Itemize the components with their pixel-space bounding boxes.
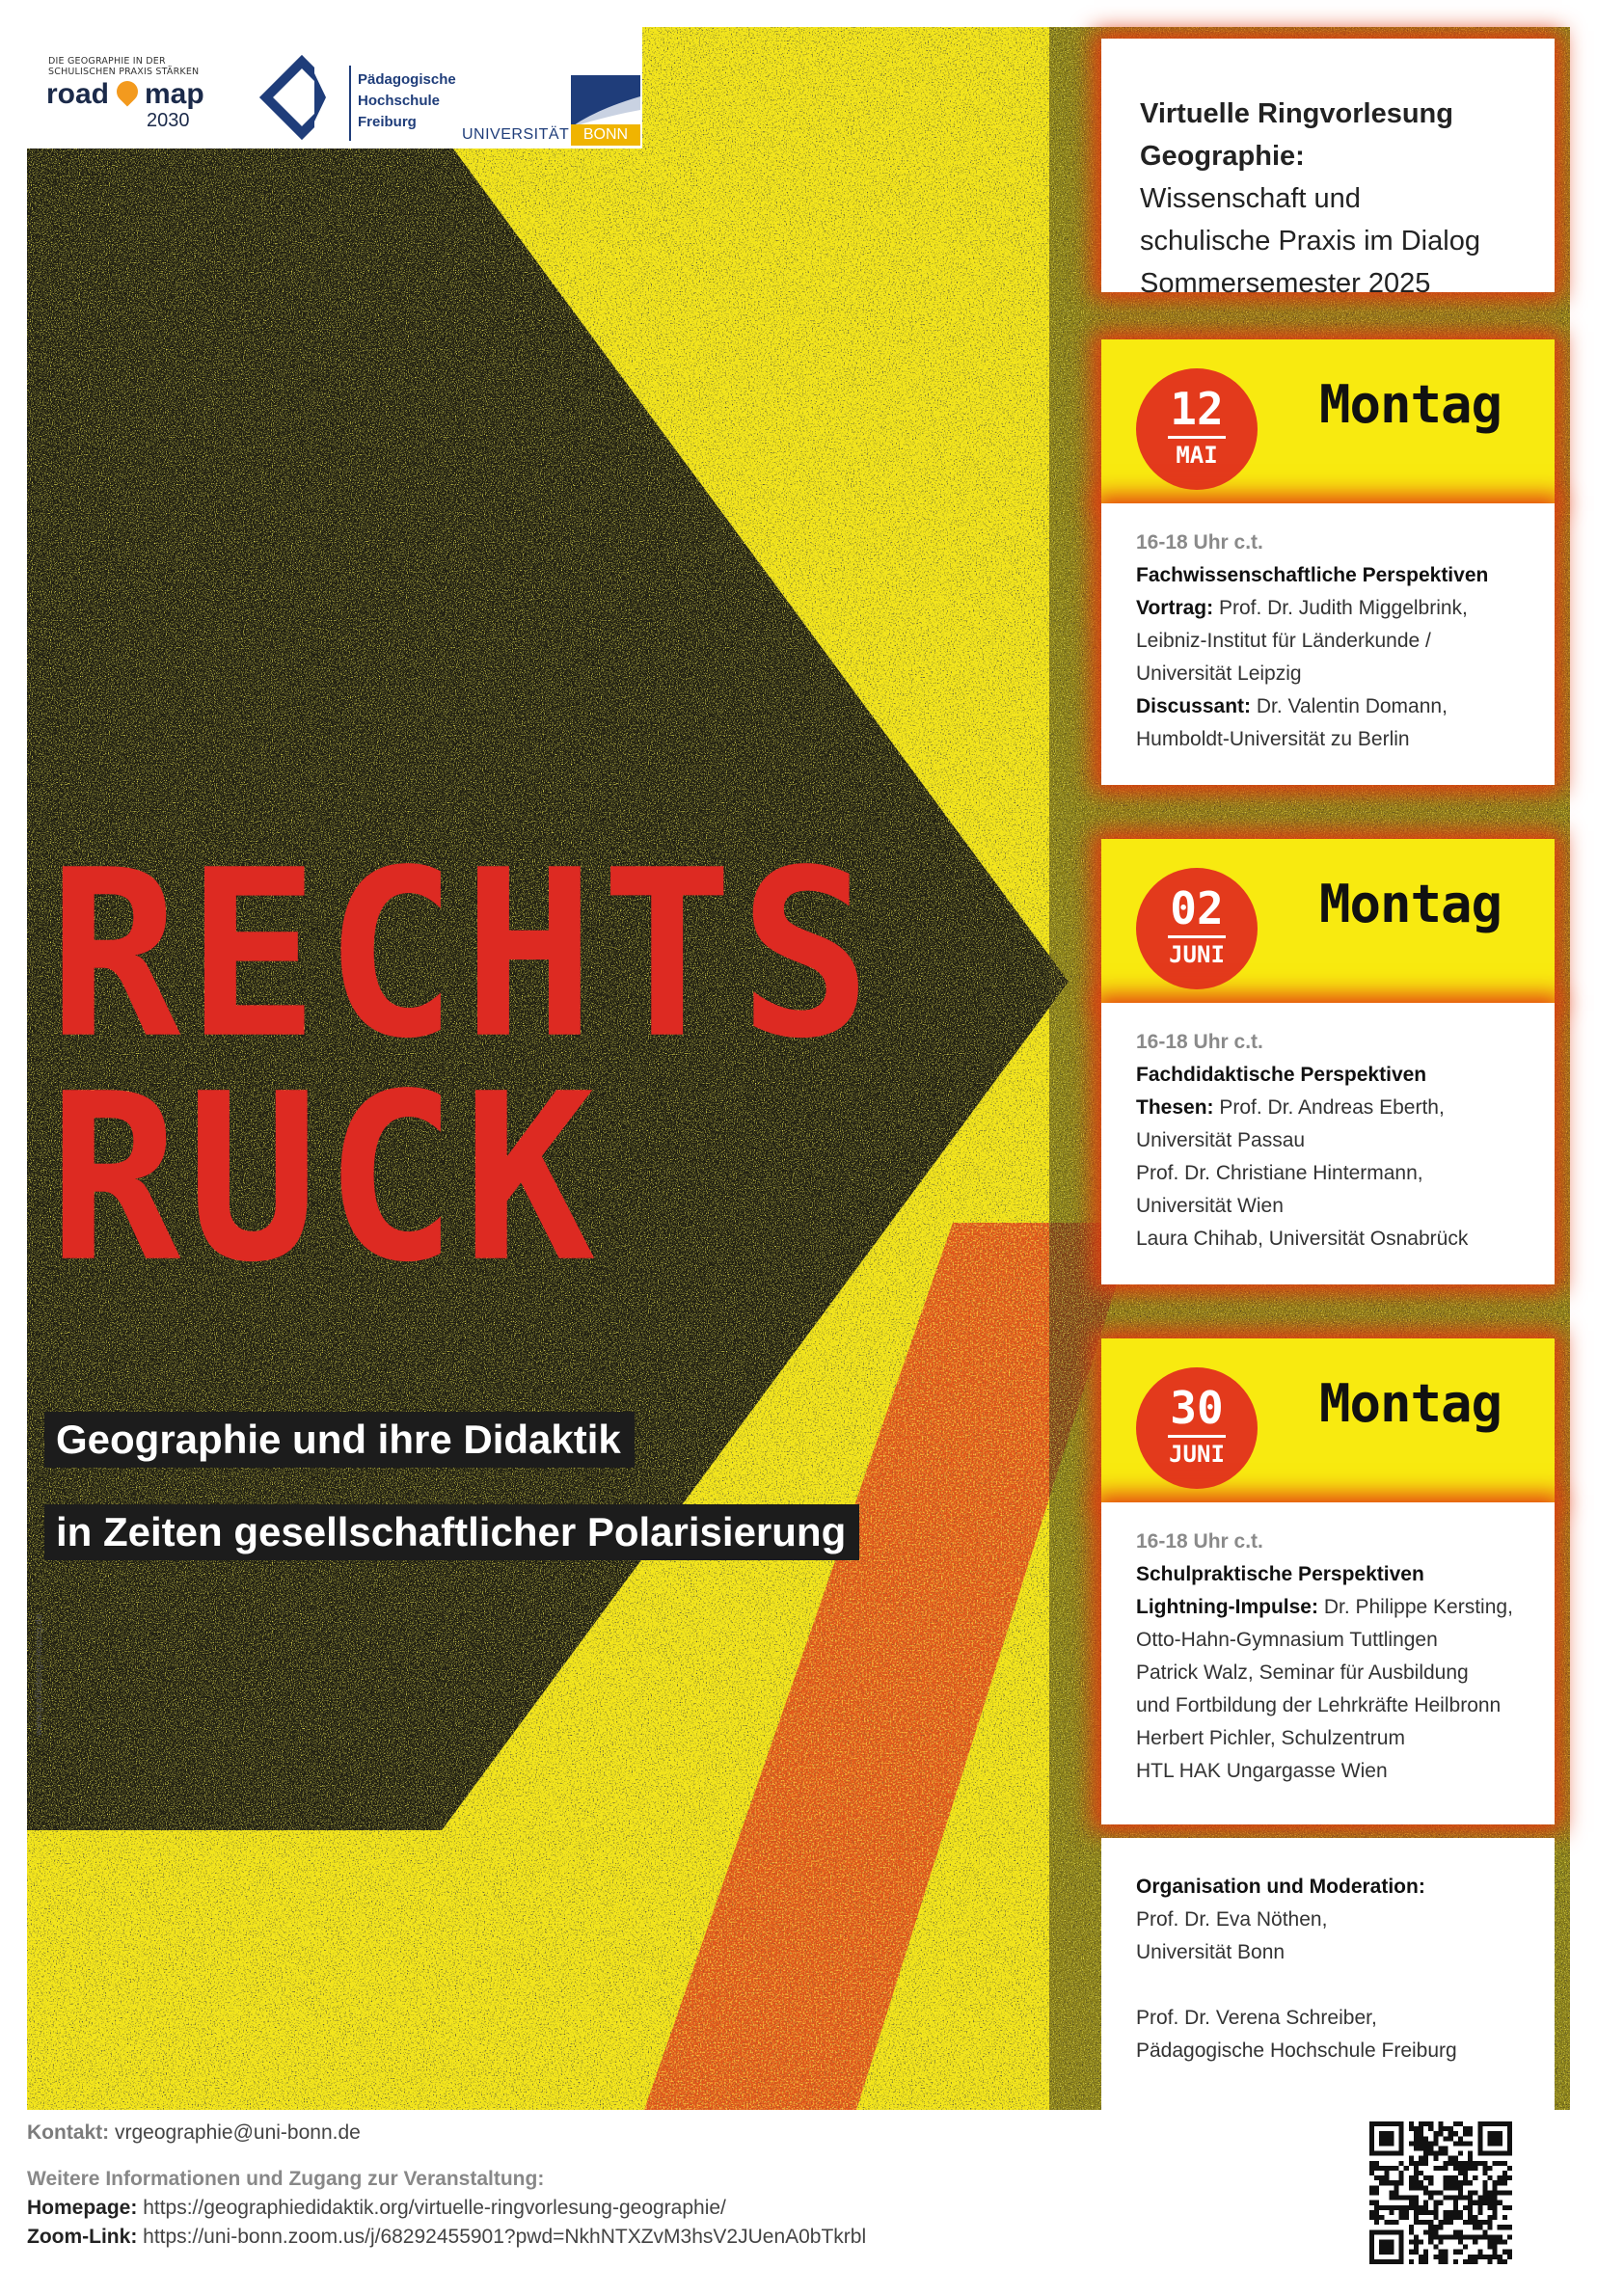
session-1-line-2: Leibniz-Institut für Länderkunde / (1136, 630, 1431, 652)
session-3-line-4: und Fortbildung der Lehrkräfte Heilbronn (1136, 1694, 1502, 1716)
homepage-line (27, 2197, 726, 2220)
organiser-2-institution: Pädagogische Hochschule Freiburg (1136, 2039, 1457, 2062)
session-1-line-3: Universität Leipzig (1136, 662, 1302, 685)
roadmap-logo-year: 2030 (147, 110, 190, 131)
design-credit: www.grafikdesign-leipzig.de (35, 1613, 44, 1736)
homepage-label: Homepage: (27, 2197, 138, 2219)
session-1-line-1: Vortrag: Prof. Dr. Judith Miggelbrink, (1136, 597, 1468, 619)
main-title-line-2: RUCK (48, 1043, 602, 1313)
session-3-line-6: HTL HAK Ungargasse Wien (1136, 1760, 1388, 1782)
qr-code-icon[interactable] (1369, 2121, 1512, 2264)
session-1-details (1101, 503, 1555, 785)
more-info-heading: Weitere Informationen und Zugang zur Veranstaltung: (27, 2168, 545, 2190)
semester-label: Sommersemester 2025 (1140, 268, 1431, 299)
contact-email-link[interactable]: vrgeographie@uni-bonn.de (109, 2121, 361, 2144)
session-2-date-band (1101, 839, 1555, 1003)
zoom-link[interactable]: https://uni-bonn.zoom.us/j/68292455901?pwd=NkhNTXZvM3hsV2JUenA0bTkrbl (137, 2226, 867, 2248)
session-2-line-5: Laura Chihab, Universität Osnabrück (1136, 1228, 1469, 1250)
roadmap-tagline-line-1: DIE GEOGRAPHIE IN DER (48, 56, 166, 67)
organiser-1-name: Prof. Dr. Eva Nöthen, (1136, 1908, 1328, 1931)
session-3-day: 30 (1170, 1382, 1224, 1434)
session-2-line-3: Prof. Dr. Christiane Hintermann, (1136, 1162, 1423, 1184)
zoom-label: Zoom-Link: (27, 2226, 138, 2248)
session-1-topic: Fachwissenschaftliche Perspektiven (1136, 564, 1489, 586)
map-pin-icon (112, 76, 142, 106)
session-2-month: JUNI (1169, 941, 1225, 968)
session-1-weekday: Montag (1319, 374, 1502, 435)
session-3-time: 16-18 Uhr c.t. (1136, 1530, 1263, 1553)
session-1-date-band (1101, 339, 1555, 503)
roadmap-tagline-line-2: SCHULISCHEN PRAXIS STÄRKEN (48, 67, 200, 77)
session-2-details (1101, 1003, 1555, 1284)
lecture-series-title-box (1101, 39, 1555, 299)
contact-label: Kontakt: (27, 2121, 110, 2144)
roadmap-logo-map: map (145, 78, 204, 110)
ph-freiburg-name (358, 69, 456, 133)
organiser-1-institution: Universität Bonn (1136, 1941, 1286, 1963)
session-1-day: 12 (1170, 383, 1224, 435)
session-2-time: 16-18 Uhr c.t. (1136, 1031, 1263, 1053)
session-3-month: JUNI (1169, 1441, 1225, 1468)
roadmap-logo-road: road (46, 78, 110, 110)
session-3-line-3: Patrick Walz, Seminar für Ausbildung (1136, 1661, 1469, 1684)
session-3-line-5: Herbert Pichler, Schulzentrum (1136, 1727, 1405, 1749)
session-2-weekday: Montag (1319, 874, 1502, 934)
ph-logo-divider (349, 66, 351, 141)
title-line-4: schulische Praxis im Dialog (1140, 226, 1480, 257)
session-2-line-2: Universität Passau (1136, 1129, 1306, 1151)
session-1-month: MAI (1176, 442, 1218, 469)
title-line-1: Virtuelle Ringvorlesung (1140, 98, 1453, 129)
session-2-date-badge (1136, 868, 1258, 989)
session-2-topic: Fachdidaktische Perspektiven (1136, 1064, 1427, 1086)
uni-bonn-name: BONN (571, 124, 640, 146)
session-3-topic: Schulpraktische Perspektiven (1136, 1563, 1424, 1585)
organiser-2-name: Prof. Dr. Verena Schreiber, (1136, 2007, 1377, 2029)
session-3-date-badge (1136, 1367, 1258, 1489)
title-line-3: Wissenschaft und (1140, 183, 1361, 214)
session-1-line-5: Humboldt-Universität zu Berlin (1136, 728, 1410, 750)
zoom-line (27, 2226, 866, 2249)
session-1-time: 16-18 Uhr c.t. (1136, 531, 1263, 554)
session-3-date-band (1101, 1338, 1555, 1502)
subtitle-line-2: in Zeiten gesellschaftlicher Polarisierung (44, 1504, 859, 1560)
ph-name-line-3: Freiburg (358, 114, 417, 130)
homepage-link[interactable]: https://geographiedidaktik.org/virtuelle-ringvorlesung-geographie/ (137, 2197, 726, 2219)
uni-bonn-logo-icon (571, 75, 640, 127)
session-1-line-4: Discussant: Dr. Valentin Domann, (1136, 695, 1448, 717)
session-3-details (1101, 1502, 1555, 1824)
session-1-date-badge (1136, 368, 1258, 490)
session-2-line-4: Universität Wien (1136, 1195, 1284, 1217)
organisation-heading: Organisation und Moderation: (1136, 1876, 1425, 1898)
uni-bonn-label: UNIVERSITÄT (462, 126, 570, 143)
session-3-weekday: Montag (1319, 1373, 1502, 1434)
session-2-line-1: Thesen: Prof. Dr. Andreas Eberth, (1136, 1096, 1445, 1119)
subtitle-line-1: Geographie und ihre Didaktik (44, 1412, 635, 1468)
ph-name-line-2: Hochschule (358, 93, 441, 109)
roadmap-tagline (48, 56, 199, 77)
session-2-day: 02 (1170, 882, 1224, 934)
organisation-box (1101, 1838, 1555, 2110)
main-title-line-1: RECHTS (48, 820, 878, 1090)
session-3-line-1: Lightning-Impulse: Dr. Philippe Kersting, (1136, 1596, 1513, 1618)
ph-freiburg-logo-icon (258, 54, 345, 141)
lecture-series-title (1140, 93, 1545, 305)
ph-name-line-1: Pädagogische (358, 71, 456, 88)
logo-panel (27, 27, 642, 149)
title-line-2: Geographie: (1140, 141, 1305, 172)
session-3-line-2: Otto-Hahn-Gymnasium Tuttlingen (1136, 1629, 1438, 1651)
contact-line (27, 2121, 361, 2145)
